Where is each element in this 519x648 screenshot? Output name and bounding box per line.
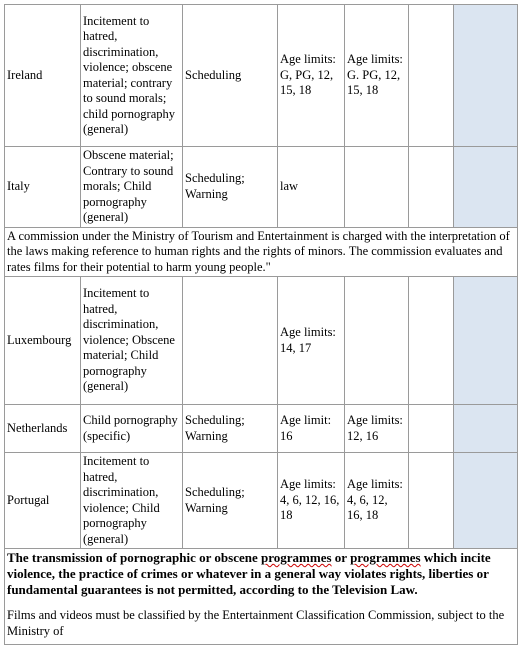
country-cell: Italy — [5, 147, 81, 228]
content-cell: Child pornography (specific) — [81, 405, 183, 453]
table-row-portugal — [5, 453, 518, 549]
country-cell: Ireland — [5, 5, 81, 147]
country-cell: Netherlands — [5, 405, 81, 453]
country-cell: Luxembourg — [5, 277, 81, 405]
rating-cell: Age limit: 16 — [278, 405, 345, 453]
law-text-part: which incite violence, the practice of crimes or whatever in a general way violates rights, liberties or fundamental guarantees is not permitted, according to the Television Law. — [7, 550, 491, 597]
content-cell: Obscene material; Contrary to sound morals; Child pornography (general) — [81, 147, 183, 228]
rating-cell-2: Age limits: G. PG, 12, 15, 18 — [345, 5, 409, 147]
measures-cell: Scheduling — [183, 5, 278, 147]
empty-cell-shaded — [454, 277, 518, 405]
rating-cell-2: Age limits: 12, 16 — [345, 405, 409, 453]
measures-cell: Scheduling; Warning — [183, 405, 278, 453]
portugal-law-text — [7, 550, 515, 598]
spellcheck-word: programmes — [350, 550, 421, 565]
rating-cell-2: Age limits: 4, 6, 12, 16, 18 — [345, 453, 409, 549]
content-cell: Incitement to hatred, discrimination, violence; Child pornography (general) — [81, 453, 183, 549]
measures-cell: Scheduling; Warning — [183, 453, 278, 549]
table-row-luxembourg — [5, 277, 518, 405]
measures-cell: Scheduling; Warning — [183, 147, 278, 228]
empty-cell-shaded — [454, 405, 518, 453]
table-row-portugal-note — [5, 549, 518, 645]
law-text-part: or — [331, 550, 351, 565]
regulation-table — [4, 4, 518, 645]
rating-cell: Age limits: 14, 17 — [278, 277, 345, 405]
empty-cell — [409, 5, 454, 147]
rating-cell: law — [278, 147, 345, 228]
table-row-italy — [5, 147, 518, 228]
rating-cell-2 — [345, 277, 409, 405]
rating-cell: Age limits: 4, 6, 12, 16, 18 — [278, 453, 345, 549]
content-cell: Incitement to hatred, discrimination, violence; Obscene material; Child pornography (general) — [81, 277, 183, 405]
measures-cell — [183, 277, 278, 405]
table-row-ireland — [5, 5, 518, 147]
table-row-italy-note — [5, 227, 518, 277]
table-row-netherlands — [5, 405, 518, 453]
empty-cell-shaded — [454, 5, 518, 147]
content-cell: Incitement to hatred, discrimination, violence; obscene material; contrary to sound morals; child pornography (general) — [81, 5, 183, 147]
portugal-classification-text: Films and videos must be classified by the Entertainment Classification Commission, subject to the Ministry of — [7, 608, 505, 638]
law-text-part: The transmission of pornographic or obscene — [7, 550, 261, 565]
empty-cell — [409, 277, 454, 405]
empty-cell-shaded — [454, 147, 518, 228]
empty-cell — [409, 453, 454, 549]
empty-cell-shaded — [454, 453, 518, 549]
rating-cell: Age limits: G, PG, 12, 15, 18 — [278, 5, 345, 147]
empty-cell — [409, 405, 454, 453]
country-cell: Portugal — [5, 453, 81, 549]
spellcheck-word: programmes — [261, 550, 332, 565]
empty-cell — [409, 147, 454, 228]
italy-note-cell: A commission under the Ministry of Tourism and Entertainment is charged with the interpretation of the laws making reference to human rights and the rights of minors. The commission evaluates and rates films for their potential to harm young people." — [5, 227, 518, 277]
rating-cell-2 — [345, 147, 409, 228]
portugal-note-cell — [5, 549, 518, 645]
